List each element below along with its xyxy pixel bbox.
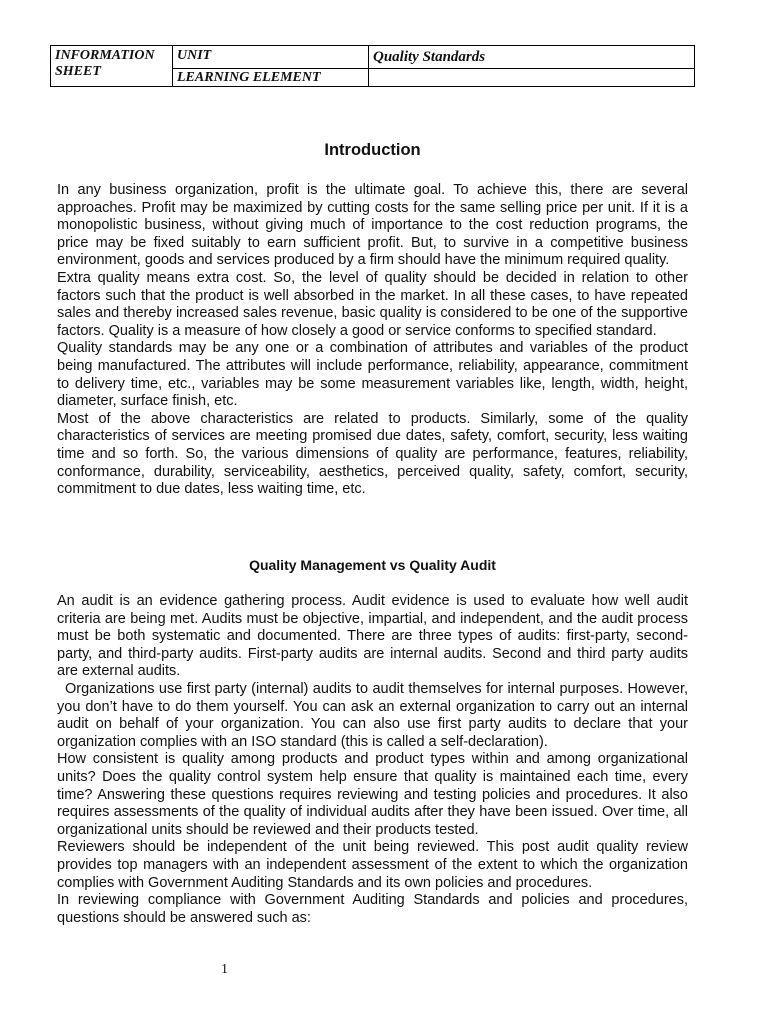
intro-paragraph-4: Most of the above characteristics are related to products. Similarly, some of the quality characteristics of services are meeting promised due dates, safety, comfort, security, less waiting time and so forth. So, the various dimensions of quality are performance, features, reliability, conformance, durability, serviceability, aesthetics, perceived quality, safety, comfort, security, commitment to due dates, less waiting time, etc. bbox=[57, 410, 688, 498]
section-subtitle: Quality Management vs Quality Audit bbox=[249, 557, 496, 573]
page-number: 1 bbox=[221, 962, 228, 977]
audit-section bbox=[57, 593, 688, 927]
unit-value: Quality Standards bbox=[369, 46, 695, 69]
audit-paragraph-1: An audit is an evidence gathering process. Audit evidence is used to evaluate how well audit criteria are being met. Audits must be objective, impartial, and independent, and the audit process must be both systematic and documented. There are three types of audits: first-party, second-party, and third-party audits. First-party audits are internal audits. Second and third party audits are external audits. bbox=[57, 593, 688, 680]
info-label-line2: SHEET bbox=[55, 64, 101, 79]
audit-paragraph-2: Organizations use first party (internal) audits to audit themselves for internal purposes. However, you don’t have to do them yourself. You can ask an external organization to carry out an internal audit on behalf of your organization. You can also use first party audits to declare that your organization complies with an ISO standard (this is called a self-declaration). bbox=[57, 680, 688, 750]
introduction-section bbox=[57, 182, 688, 499]
learning-element-value bbox=[369, 69, 695, 87]
information-sheet-header bbox=[50, 45, 695, 87]
intro-paragraph-1: In any business organization, profit is the ultimate goal. To achieve this, there are several approaches. Profit may be maximized by cutting costs for the same selling price per unit. If it is a monopolistic business, without giving much of importance to the cost reduction programs, the price may be fixed suitably to earn sufficient profit. But, to survive in a competitive business environment, goods and services produced by a firm should have the minimum required quality. bbox=[57, 182, 688, 269]
learning-element-label: LEARNING ELEMENT bbox=[173, 69, 369, 87]
information-sheet-cell bbox=[51, 46, 173, 87]
audit-paragraph-3: How consistent is quality among products and product types within and among organizational units? Does the quality control system help ensure that quality is maintained each time, every time? Answering these questions requires reviewing and testing policies and procedures. It also requires assessments of the quality of individual audits after they have been issued. Over time, all organizational units should be reviewed and their products tested. bbox=[57, 751, 688, 838]
unit-label: UNIT bbox=[173, 46, 369, 69]
audit-paragraph-4: Reviewers should be independent of the unit being reviewed. This post audit quality review provides top managers with an independent assessment of the extent to which the organization complies with Government Auditing Standards and its own policies and procedures. bbox=[57, 839, 688, 891]
audit-paragraph-5: In reviewing compliance with Government Auditing Standards and policies and procedures, questions should be answered such as: bbox=[57, 892, 688, 926]
intro-paragraph-2: Extra quality means extra cost. So, the level of quality should be decided in relation to other factors such that the product is well absorbed in the market. In all these cases, to have repeated sales and thereby increased sales revenue, basic quality is considered to be one of the supportive factors. Quality is a measure of how closely a good or service conforms to specified standard. bbox=[57, 269, 688, 339]
info-label-line1: INFORMATION bbox=[55, 48, 155, 63]
page-title: Introduction bbox=[324, 141, 421, 159]
intro-paragraph-3: Quality standards may be any one or a combination of attributes and variables of the product being manufactured. The attributes will include performance, reliability, appearance, commitment to delivery time, etc., variables may be some measurement variables like, length, width, height, diameter, surface finish, etc. bbox=[57, 340, 688, 410]
